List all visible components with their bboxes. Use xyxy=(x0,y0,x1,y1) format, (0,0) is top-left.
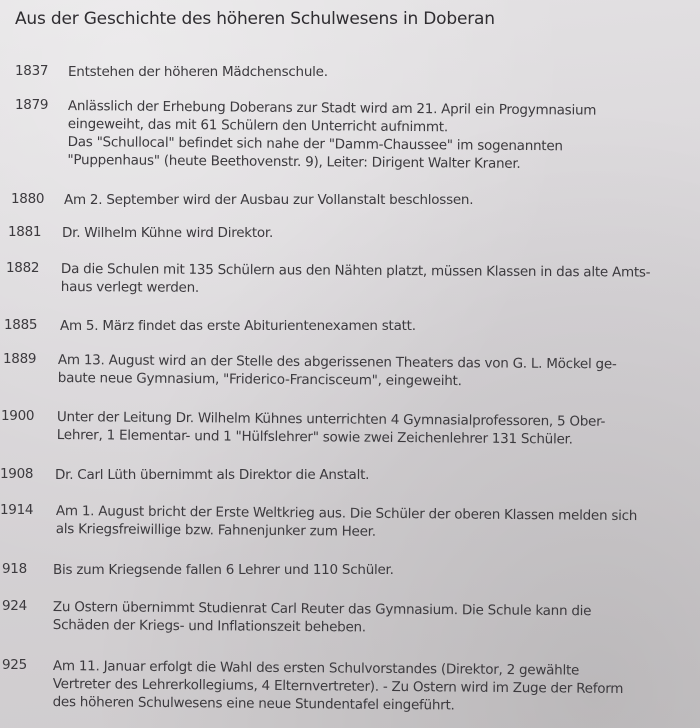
entry-year: 1882 xyxy=(6,260,40,276)
entry-line: Das "Schullocal" befindet sich nahe der "Damm-Chaussee" im sogenannten xyxy=(67,133,563,155)
entry-year: 1914 xyxy=(0,502,34,518)
entry-text xyxy=(67,97,700,175)
entry-text xyxy=(57,408,697,450)
entry-year: 925 xyxy=(2,657,27,673)
entry-line: Zu Ostern übernimmt Studienrat Carl Reuter das Gymnasium. Die Schule kann die xyxy=(52,598,592,620)
entry-text xyxy=(62,224,700,242)
entry-year: 1880 xyxy=(11,191,45,207)
entry-text xyxy=(53,657,693,717)
entry-year: 1837 xyxy=(15,63,49,79)
entry-year: 1889 xyxy=(3,351,37,367)
entry-line: als Kriegsfreiwillige bzw. Fahnenjunker zum Heer. xyxy=(55,520,376,540)
entry-line: eingeweiht, das mit 61 Schülern den Unterricht aufnimmt. xyxy=(67,115,448,136)
entry-year: 918 xyxy=(2,561,27,577)
entry-line: Am 13. August wird an der Stelle des abgerissenen Theaters das von G. L. Möckel ge- xyxy=(57,351,617,373)
entry-line: Am 2. September wird der Ausbau zur Vollanstalt beschlossen. xyxy=(64,192,474,208)
entry-line: Bis zum Kriegsende fallen 6 Lehrer und 110 Schüler. xyxy=(53,562,394,578)
entry-text xyxy=(60,317,700,335)
entry-text xyxy=(58,351,698,392)
entry-line: Am 5. März findet das erste Abiturientenexamen statt. xyxy=(60,318,416,334)
entry-year: 1879 xyxy=(15,97,49,113)
entry-line: Dr. Wilhelm Kühne wird Direktor. xyxy=(62,225,273,241)
entry-line: Am 1. August bricht der Erste Weltkrieg aus. Die Schüler der oberen Klassen melden sich xyxy=(55,502,638,525)
entry-text xyxy=(53,561,693,579)
entry-line: Dr. Carl Lüth übernimmt als Direktor die Anstalt. xyxy=(55,467,370,483)
entry-year: 1900 xyxy=(1,408,35,424)
entry-year: 1908 xyxy=(0,466,34,482)
entry-line: Anlässlich der Erhebung Doberans zur Stadt wird am 21. April ein Progymnasium xyxy=(67,97,597,119)
entry-text xyxy=(53,598,693,639)
entry-text xyxy=(68,63,700,81)
entry-line: Entstehen der höheren Mädchenschule. xyxy=(68,64,328,80)
entry-text xyxy=(61,260,700,300)
entry-line: baute neue Gymnasium, "Friderico-Francisceum", eingeweiht. xyxy=(57,369,462,390)
entry-text xyxy=(56,502,696,544)
entry-line: haus verlegt werden. xyxy=(60,278,200,296)
entry-line: Vertreter des Lehrerkollegiums, 4 Elternvertreter). - Zu Ostern wird im Zuge der Reform xyxy=(52,675,624,697)
entry-line: Schäden der Kriegs- und Inflationszeit beheben. xyxy=(52,616,366,636)
entry-year: 924 xyxy=(2,598,27,614)
entry-year: 1881 xyxy=(8,224,42,240)
entry-line: Unter der Leitung Dr. Wilhelm Kühnes unterrichten 4 Gymnasialprofessoren, 5 Ober- xyxy=(56,408,606,430)
entry-line: Lehrer, 1 Elementar- und 1 "Hülfslehrer" sowie zwei Zeichenlehrer 131 Schüler. xyxy=(56,426,573,448)
entry-year: 1885 xyxy=(4,317,38,333)
entry-line: des höheren Schulwesens eine neue Stundentafel eingeführt. xyxy=(52,693,455,714)
entry-line: "Puppenhaus" (heute Beethovenstr. 9), Leiter: Dirigent Walter Kraner. xyxy=(67,151,521,172)
entry-line: Da die Schulen mit 135 Schülern aus den Nähten platzt, müssen Klassen in das alte Amts- xyxy=(60,260,651,281)
entry-line: Am 11. Januar erfolgt die Wahl des ersten Schulvorstandes (Direktor, 2 gewählte xyxy=(52,657,580,679)
entry-text xyxy=(64,191,700,209)
page-title: Aus der Geschichte des höheren Schulwesens in Doberan xyxy=(15,9,495,29)
entry-text xyxy=(55,466,695,484)
